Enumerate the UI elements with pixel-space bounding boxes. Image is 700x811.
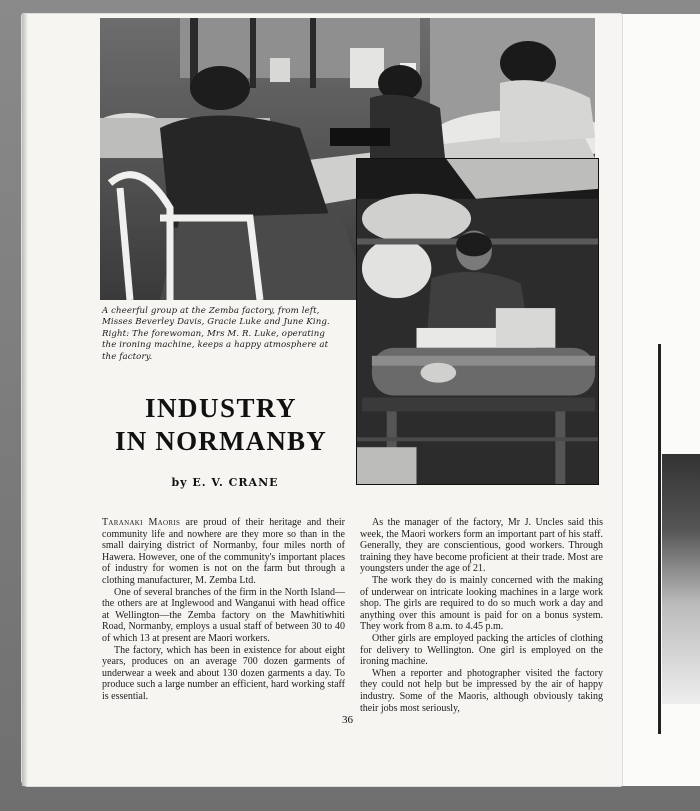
ironing-machine-photo <box>356 158 599 485</box>
paragraph <box>102 517 345 587</box>
paragraph-text: are proud of their heritage and their community life and nowhere are they more so than in the small dairying district of Normanby, four miles north of Hawera. However, one of the community's important places of industry for women is not on the farm but through a clothing manufacturer, M. Zemba Ltd. <box>102 517 345 586</box>
photo-caption: A cheerful group at the Zemba factory, from left, Misses Beverley Davis, Gracie Luke and June King. Right: The forewoman, Mrs M. R. Luke, operating the ironing machine, keeps a happy atmosphere at the factory. <box>102 306 330 362</box>
article-headline <box>96 392 346 458</box>
paragraph: Other girls are employed packing the articles of clothing for delivery to Wellington. One girl is employed on the ironing machine. <box>360 632 603 668</box>
paragraph: One of several branches of the firm in the North Island—the others are at Inglewood and Wanganui with head office at Wellington—the Zemba factory on the Mawhitiwhiti Road, Normanby, employs a usual staff of between 30 to 40 of which 13 at present are Maori workers. <box>102 586 345 644</box>
paragraph: When a reporter and photographer visited the factory they could not help but be impressed by the air of happy industry. Some of the Maoris, although obviously taking their jobs most seriously, <box>360 667 603 714</box>
article-column-right <box>360 517 603 714</box>
headline-line-1: INDUSTRY <box>144 393 298 423</box>
headline-line-2: IN NORMANBY <box>115 426 327 456</box>
paragraph: The work they do is mainly concerned with the making of underwear on intricate looking machines in a large work shop. The girls are required to do so much work a day and anything over this amount is paid for on a bonus system. They work from 8 a.m. to 4.45 p.m. <box>360 574 603 633</box>
lead-in: Taranaki Maoris <box>102 517 181 528</box>
paragraph: As the manager of the factory, Mr J. Uncles said this week, the Maori workers form an important part of his staff. Generally, they are conscientious, good workers. Through training they have become proficient at their trade. Most are youngsters under the age of 21. <box>360 517 603 575</box>
article-byline: by E. V. CRANE <box>171 476 279 489</box>
facing-page-rule <box>658 344 661 734</box>
page-number: 36 <box>342 714 353 726</box>
facing-page-photo-edge <box>662 454 700 704</box>
facing-page-edge <box>622 14 700 786</box>
article-column-left <box>102 517 345 703</box>
page-binding-shadow <box>22 14 28 786</box>
paragraph: The factory, which has been in existence for about eight years, produces on an average 700 dozen garments of underwear a week and about 130 dozen garments a day. To produce such a large number an efficient, hard working staff is essential. <box>102 644 345 702</box>
